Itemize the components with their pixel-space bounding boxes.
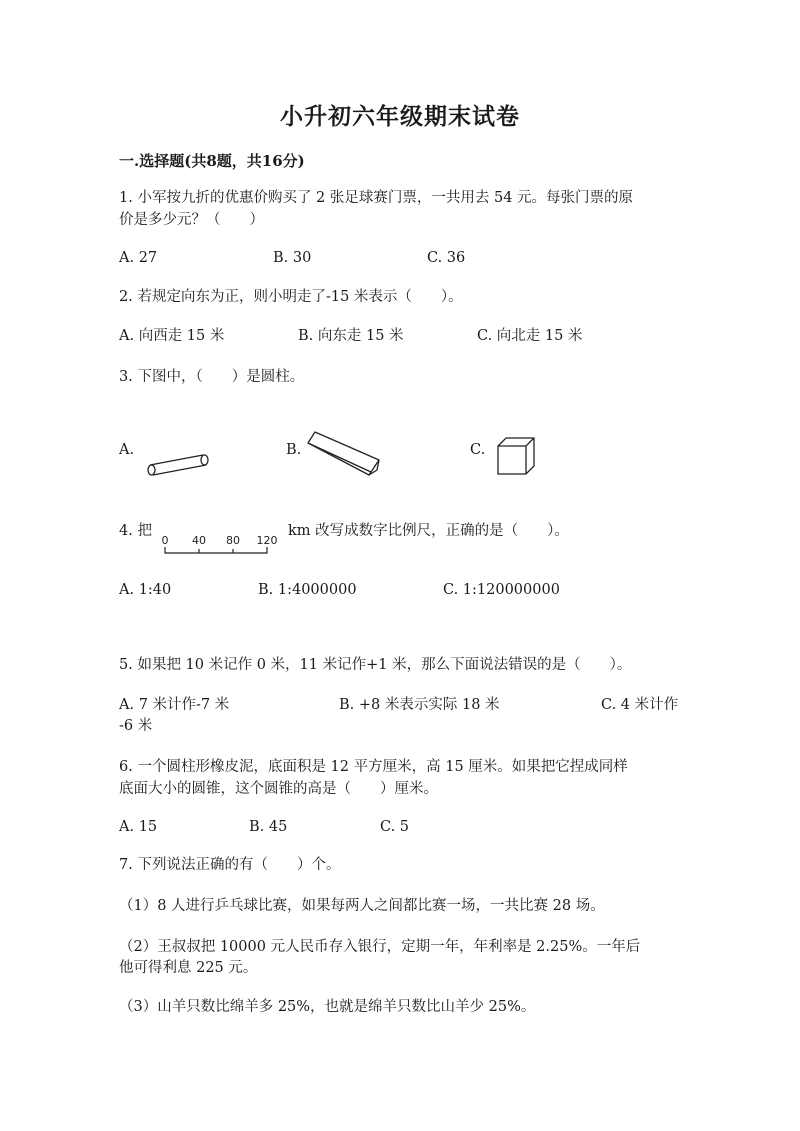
question-2-option-c[interactable]: C. 向北走 15 米 xyxy=(477,328,583,344)
question-2-option-b[interactable]: B. 向东走 15 米 xyxy=(298,328,404,344)
cube-icon xyxy=(496,436,536,476)
question-4-option-b[interactable]: B. 1:4000000 xyxy=(258,582,357,598)
scale-tick-label: 80 xyxy=(226,534,240,547)
section-heading: 一.选择题(共8题，共16分) xyxy=(119,152,305,170)
question-3-option-c[interactable]: C. xyxy=(470,442,486,458)
question-6-stem-line2: 底面大小的圆锥，这个圆锥的高是（ ）厘米。 xyxy=(119,781,438,797)
scale-tick-label: 120 xyxy=(256,534,278,547)
question-1-option-c[interactable]: C. 36 xyxy=(427,250,466,266)
question-7-statement-2-line1: （2）王叔叔把 10000 元人民币存入银行，定期一年，年利率是 2.25%。一年后 xyxy=(119,939,641,955)
question-3-option-a[interactable]: A. xyxy=(119,442,135,458)
question-3-option-b[interactable]: B. xyxy=(286,442,302,458)
cylinder-icon xyxy=(145,452,210,478)
question-4-stem-prefix: 4. 把 xyxy=(119,523,152,539)
question-6-option-c[interactable]: C. 5 xyxy=(380,819,410,835)
question-7-statement-1: （1）8 人进行乒乓球比赛，如果每两人之间都比赛一场，一共比赛 28 场。 xyxy=(119,898,605,914)
question-1-stem-line1: 1. 小军按九折的优惠价购买了 2 张足球赛门票，一共用去 54 元。每张门票的原 xyxy=(119,190,634,206)
question-5-option-a[interactable]: A. 7 米计作-7 米 xyxy=(119,697,230,713)
question-4-option-c[interactable]: C. 1:120000000 xyxy=(443,582,560,598)
question-7-statement-2-line2: 他可得利息 225 元。 xyxy=(119,960,258,976)
question-4-option-a[interactable]: A. 1:40 xyxy=(119,582,172,598)
question-1-option-a[interactable]: A. 27 xyxy=(119,250,158,266)
question-7-stem: 7. 下列说法正确的有（ ）个。 xyxy=(119,857,341,873)
question-6-option-a[interactable]: A. 15 xyxy=(119,819,158,835)
scale-tick-label: 0 xyxy=(161,534,169,547)
question-3-stem: 3. 下图中，（ ）是圆柱。 xyxy=(119,369,305,385)
question-6-option-b[interactable]: B. 45 xyxy=(249,819,288,835)
question-2-option-a[interactable]: A. 向西走 15 米 xyxy=(119,328,225,344)
question-5-option-c-continued: -6 米 xyxy=(119,718,153,734)
question-5-stem: 5. 如果把 10 米记作 0 米，11 米记作+1 米，那么下面说法错误的是（ ）。 xyxy=(119,657,632,673)
question-5-option-c[interactable]: C. 4 米计作 xyxy=(601,697,679,713)
question-4-stem-suffix: km 改写成数字比例尺，正确的是（ ）。 xyxy=(288,523,569,539)
scale-tick-label: 40 xyxy=(192,534,206,547)
scale-bar-figure xyxy=(158,528,283,556)
page-title: 小升初六年级期末试卷 xyxy=(280,103,520,130)
question-5-option-b[interactable]: B. +8 米表示实际 18 米 xyxy=(339,697,500,713)
question-7-statement-3: （3）山羊只数比绵羊多 25%，也就是绵羊只数比山羊少 25%。 xyxy=(119,999,536,1015)
question-6-stem-line1: 6. 一个圆柱形橡皮泥，底面积是 12 平方厘米，高 15 厘米。如果把它捏成同样 xyxy=(119,759,628,775)
question-1-stem-line2: 价是多少元？（ ） xyxy=(119,212,264,228)
triangular-prism-icon xyxy=(305,430,385,480)
question-2-stem: 2. 若规定向东为正，则小明走了-15 米表示（ ）。 xyxy=(119,289,463,305)
question-1-option-b[interactable]: B. 30 xyxy=(273,250,312,266)
